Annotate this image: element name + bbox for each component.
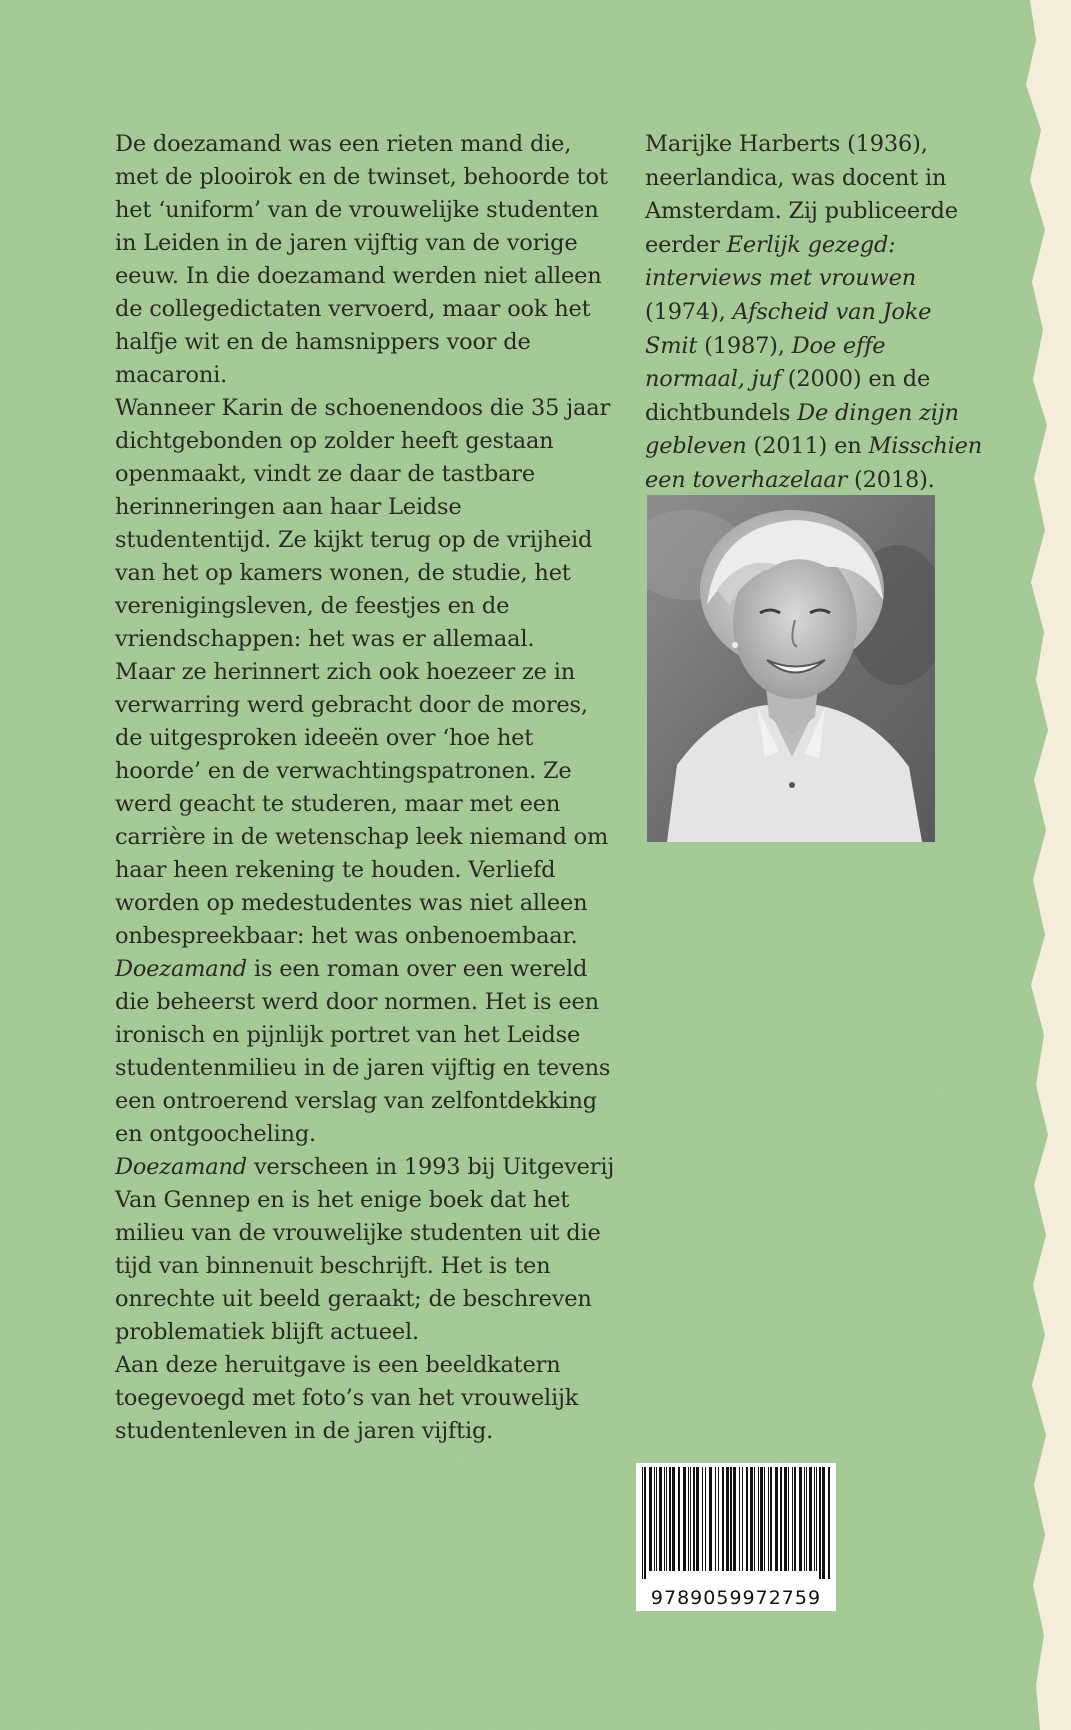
- barcode-bar: [758, 1467, 759, 1571]
- barcode-bar: [669, 1467, 671, 1571]
- barcode-bar: [656, 1467, 657, 1571]
- barcode-bar: [754, 1467, 755, 1571]
- barcode-bar: [792, 1467, 793, 1571]
- barcode-bar: [659, 1467, 662, 1571]
- barcode-bar: [696, 1467, 699, 1571]
- blurb-text: [115, 128, 615, 1448]
- blurb-text-run: is een roman over een wereld die beheerst werd door normen. Het is een ironisch en pijnlijk portret van het Leidse studentenmilieu in de jaren vijftig en tevens een ontroerend verslag van zelfontdekking en ontgoocheling.: [115, 956, 611, 1147]
- book-title: De dingen zijn gebleven: [645, 399, 959, 460]
- barcode-bar: [690, 1467, 691, 1571]
- barcode-bar: [784, 1467, 787, 1571]
- barcode-bar: [799, 1467, 802, 1571]
- barcode-bar: [809, 1467, 812, 1571]
- blurb-text-run: verscheen in 1993 bij Uitgeverij Van Gennep en is het enige boek dat het milieu van de vrouwelijke studenten uit die tijd van binnenuit beschrijft. Het is ten onrechte uit beeld geraakt; de beschreven problematiek blijft actueel.: [115, 1154, 615, 1345]
- blurb-paragraph: Wanneer Karin de schoenendoos die 35 jaar dichtgebonden op zolder heeft gestaan openmaakt, vindt ze daar de tastbare herinneringen aan haar Leidse studententijd. Ze kijkt terug op de vrijheid van het op kamers wonen, de studie, het verenigingsleven, de feestjes en de vriendschappen: het was er allemaal.: [115, 395, 610, 652]
- author-portrait: [647, 495, 935, 842]
- barcode-bars: [636, 1463, 836, 1583]
- barcode-bar: [814, 1467, 815, 1571]
- book-title: Doe effe normaal, juf: [645, 332, 886, 393]
- barcode-bar: [722, 1467, 724, 1571]
- barcode-bar: [649, 1467, 652, 1571]
- barcode: [636, 1463, 836, 1611]
- barcode-bar: [742, 1467, 743, 1571]
- barcode-bar: [750, 1467, 753, 1571]
- bio-text: (1987),: [697, 332, 792, 359]
- barcode-bar: [794, 1467, 796, 1571]
- barcode-bar: [664, 1467, 665, 1571]
- bio-text: (1974),: [645, 298, 733, 325]
- bio-paragraph: [645, 128, 985, 498]
- bio-text: (2011) en: [746, 433, 869, 460]
- barcode-bar: [739, 1467, 740, 1571]
- barcode-bar: [775, 1467, 778, 1571]
- barcode-bar: [822, 1467, 825, 1579]
- barcode-bar: [788, 1467, 789, 1571]
- blurb-paragraph: Aan deze heruitgave is een beeldkatern toegevoegd met foto’s van het vrouwelijk studentenleven in de jaren vijftig.: [115, 1352, 579, 1444]
- blurb-paragraph: [115, 953, 615, 1151]
- barcode-bar: [730, 1467, 732, 1571]
- barcode-bar: [816, 1467, 817, 1571]
- barcode-bar: [760, 1467, 763, 1571]
- barcode-bar: [688, 1467, 689, 1571]
- barcode-bar: [828, 1467, 830, 1579]
- bio-text: (2000) en de dichtbundels: [645, 366, 931, 426]
- barcode-bar: [764, 1467, 765, 1571]
- barcode-bar: [768, 1467, 769, 1571]
- barcode-bar: [642, 1467, 643, 1579]
- blurb-paragraph: De doezamand was een rieten mand die, met de plooirok en de twinset, behoorde tot het ‘uniform’ van de vrouwelijke studenten in Leiden in de jaren vijftig van de vorige eeuw. In die doezamand werden niet alleen de collegedictaten vervoerd, maar ook het halfje wit en de hamsnippers voor de macaroni.: [115, 131, 608, 388]
- barcode-bar: [709, 1467, 712, 1571]
- bio-text: (2018).: [847, 466, 935, 493]
- barcode-bar: [672, 1467, 675, 1571]
- author-bio: [645, 128, 985, 498]
- barcode-bar: [733, 1467, 736, 1571]
- blurb-paragraph: Maar ze herinnert zich ook hoezeer ze in verwarring werd gebracht door de mores, de uitgesproken ideeën over ‘hoe het hoorde’ en de verwachtingspatronen. Ze werd geacht te studeren, maar met een carrière in de wetenschap leek niemand om haar heen rekening te houden. Verliefd worden op medestudentes was niet alleen onbespreekbaar: het was onbenoembaar.: [115, 659, 609, 949]
- barcode-bar: [683, 1467, 686, 1571]
- book-title: Doezamand: [115, 956, 248, 982]
- barcode-bar: [770, 1467, 772, 1571]
- barcode-bar: [746, 1467, 748, 1571]
- barcode-bar: [666, 1467, 667, 1571]
- isbn-number: 9789059972759: [650, 1587, 822, 1609]
- barcode-bar: [654, 1467, 655, 1571]
- barcode-bar: [702, 1467, 703, 1571]
- book-title: Doezamand: [115, 1154, 248, 1180]
- barcode-bar: [819, 1467, 821, 1579]
- barcode-bar: [678, 1467, 680, 1571]
- barcode-bar: [715, 1467, 716, 1571]
- barcode-bar: [705, 1467, 706, 1571]
- blurb-paragraph: [115, 1151, 615, 1349]
- barcode-bar: [644, 1467, 646, 1579]
- bio-text: Marijke Harberts (1936), neerlandica, was docent in Amsterdam. Zij publiceerde eerder: [645, 131, 958, 258]
- barcode-bar: [726, 1467, 729, 1571]
- barcode-bar: [693, 1467, 695, 1571]
- barcode-bar: [804, 1467, 805, 1571]
- barcode-bar: [718, 1467, 719, 1571]
- barcode-bar: [806, 1467, 807, 1571]
- book-title: Eerlijk gezegd: interviews met vrouwen: [645, 231, 916, 292]
- book-title: Misschien een toverhazelaar: [645, 433, 983, 493]
- book-title: Afscheid van Joke Smit: [645, 298, 932, 359]
- barcode-bar: [780, 1467, 782, 1571]
